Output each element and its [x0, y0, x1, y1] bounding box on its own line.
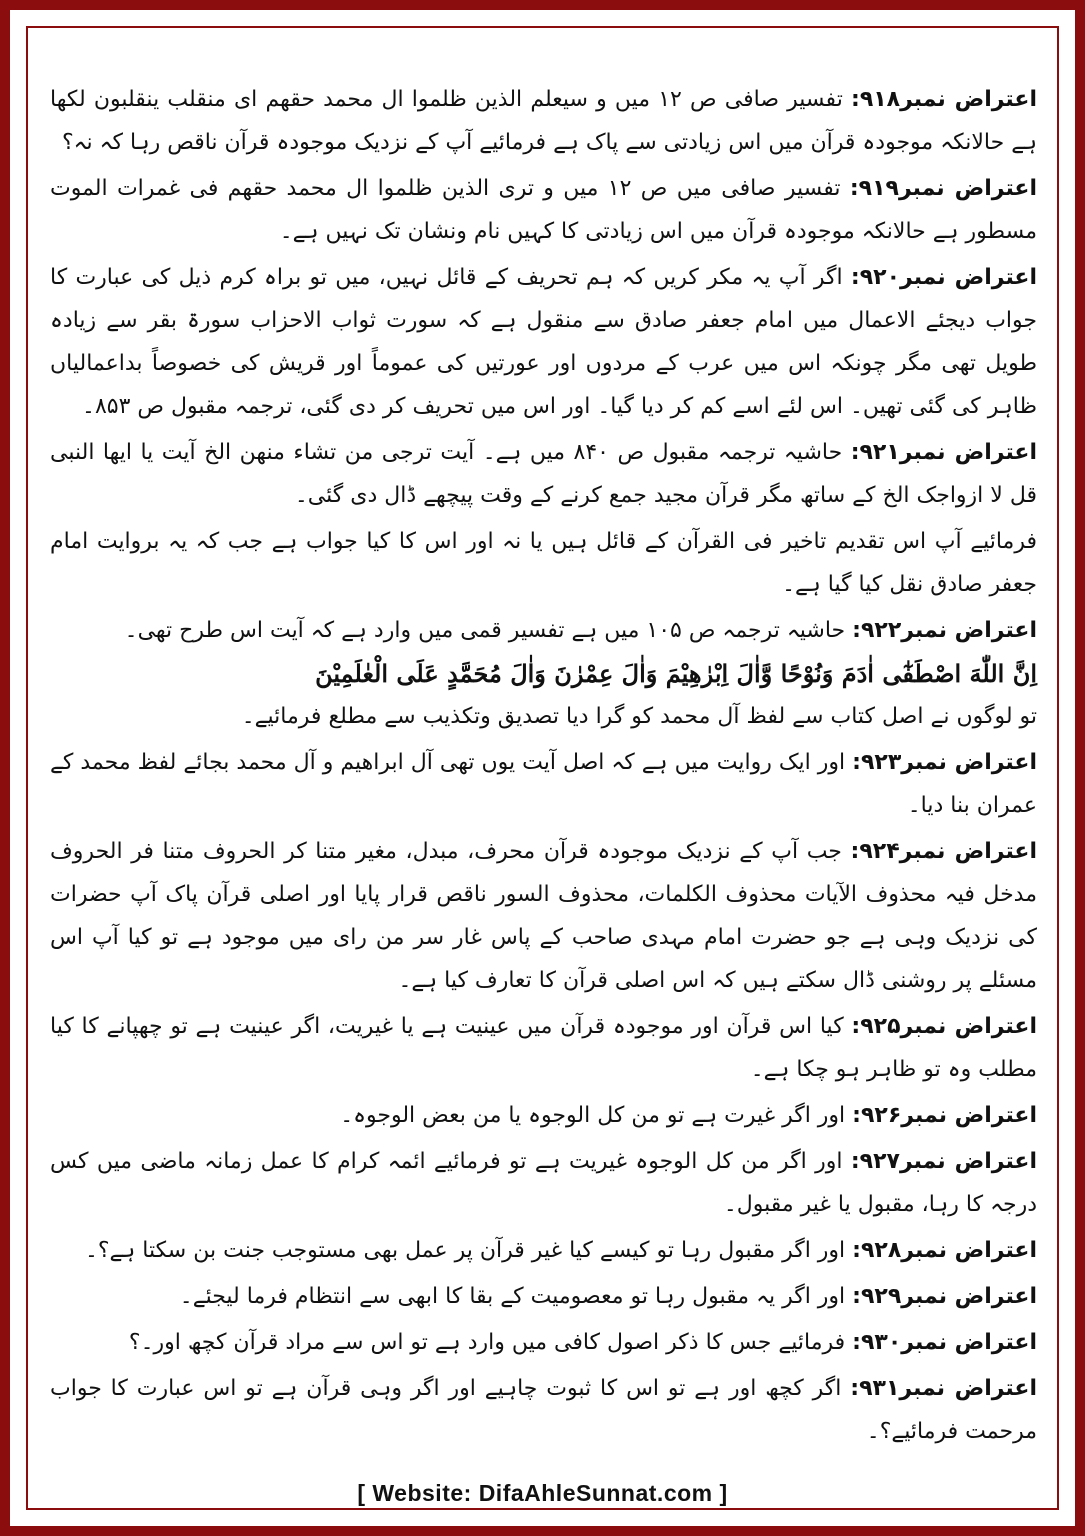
objection-928 — [50, 1229, 1037, 1272]
objection-label: اعتراض نمبر۹۲۱: — [850, 440, 1037, 465]
objection-923 — [50, 741, 1037, 827]
objection-label: اعتراض نمبر۹۲۸: — [852, 1238, 1037, 1263]
objection-text: اور اگر من کل الوجوہ غیریت ہے تو فرمائیے ائمہ کرام کا عمل زمانہ ماضی میں کس درجہ کا رہا، مقبول یا غیر مقبول۔ — [50, 1149, 1037, 1217]
quran-verse: اِنَّ اللّٰهَ اصْطَفٰٓى اٰدَمَ وَنُوْحًا وَّاٰلَ اِبْرٰهِيْمَ وَاٰلَ عِمْرٰنَ وَاٰلَ مُحَمَّدٍ عَلَى الْعٰلَمِيْنَ — [315, 659, 1037, 688]
objection-label: اعتراض نمبر۹۲۳: — [852, 750, 1037, 775]
objection-text: تفسیر صافی میں ص ۱۲ میں و تری الذین ظلموا ال محمد حقهم فی غمرات الموت مسطور ہے حالانکہ موجودہ قرآن میں اس زیادتی کا کہیں نام ونشان تک نہیں ہے۔ — [50, 176, 1037, 244]
website-footer: [ Website: DifaAhleSunnat.com ] — [357, 1480, 728, 1506]
objection-text: فرمائیے آپ اس تقدیم تاخیر فی القرآن کے قائل ہیں یا نہ اور اس کا کیا جواب ہے جب کہ یہ بروایت امام جعفر صادق نقل کیا گیا ہے۔ — [50, 529, 1037, 597]
objection-text: اگر آپ یہ مکر کریں کہ ہم تحریف کے قائل نہیں، میں تو براہ کرم ذیل کی عبارت کا جواب دیجئے الاعمال میں امام جعفر صادق سے منقول ہے کہ سورت ثواب الاحزاب سورۃ بقر سے زیادہ طویل تھی مگر چونکہ اس میں عرب کے مردوں اور عورتیں کی عموماً اور قریش کی خصوصاً بداعمالیاں ظاہر کی گئی تھیں۔ اس لئے اسے کم کر دیا گیا۔ اور اس میں تحریف کر دی گئی، ترجمہ مقبول ص ۸۵۳۔ — [50, 265, 1037, 419]
objection-label: اعتراض نمبر۹۲۵: — [851, 1014, 1037, 1039]
objection-label: اعتراض نمبر۹۲۰: — [850, 265, 1037, 290]
objection-label: اعتراض نمبر۹۲۷: — [850, 1149, 1037, 1174]
objection-label: اعتراض نمبر۹۱۸: — [851, 87, 1037, 112]
objection-926 — [50, 1094, 1037, 1137]
objection-931 — [50, 1367, 1037, 1453]
objection-922 — [50, 609, 1037, 652]
objection-920 — [50, 256, 1037, 428]
objection-label: اعتراض نمبر۹۲۲: — [852, 618, 1037, 643]
objection-921-continuation — [50, 520, 1037, 606]
objection-924 — [50, 830, 1037, 1002]
objection-text: اور اگر مقبول رہا تو کیسے کیا غیر قرآن پر عمل بھی مستوجب جنت بن سکتا ہے؟۔ — [84, 1238, 846, 1263]
objection-921 — [50, 431, 1037, 517]
objection-text: کیا اس قرآن اور موجودہ قرآن میں عینیت ہے یا غیریت، اگر عینیت ہے تو چھپانے کا کیا مطلب وہ تو ظاہر ہو چکا ہے۔ — [50, 1014, 1037, 1082]
objection-927 — [50, 1140, 1037, 1226]
objection-label: اعتراض نمبر۹۳۱: — [850, 1376, 1037, 1401]
objection-text: حاشیہ ترجمہ مقبول ص ۸۴۰ میں ہے۔ آیت ترجی من تشاء منهن الخ آیت یا ایها النبی قل لا ازواجک الخ کے ساتھ مگر قرآن مجید جمع کرنے کے وقت پیچھے ڈال دی گئی۔ — [50, 440, 1037, 508]
objection-text: حاشیہ ترجمہ ص ۱۰۵ میں ہے تفسیر قمی میں وارد ہے کہ آیت اس طرح تھی۔ — [124, 618, 846, 643]
objection-925 — [50, 1005, 1037, 1091]
objection-text: اور اگر غیرت ہے تو من کل الوجوہ یا من بعض الوجوہ۔ — [340, 1103, 846, 1128]
objection-text: اور اگر یہ مقبول رہا تو معصومیت کے بقا کا ابھی سے انتظام فرما لیجئے۔ — [179, 1284, 846, 1309]
objection-text: اور ایک روایت میں ہے کہ اصل آیت یوں تھی آل ابراهیم و آل محمد بجائے لفظ محمد کے عمران بنا دیا۔ — [50, 750, 1037, 818]
objection-label: اعتراض نمبر۹۳۰: — [852, 1330, 1037, 1355]
objection-919 — [50, 167, 1037, 253]
verse-commentary: تو لوگوں نے اصل کتاب سے لفظ آل محمد کو گرا دیا تصدیق وتکذیب سے مطلع فرمائیے۔ — [241, 704, 1037, 729]
objection-label: اعتراض نمبر۹۲۶: — [852, 1103, 1037, 1128]
objection-text: تفسیر صافی ص ۱۲ میں و سیعلم الذین ظلموا ال محمد حقهم ای منقلب ینقلبون لکھا ہے حالانکہ موجودہ قرآن میں اس زیادتی سے پاک ہے فرمائیے آپ کے نزدیک موجودہ قرآن ناقص رہا کہ نہ؟ — [50, 87, 1037, 155]
objection-930 — [50, 1321, 1037, 1364]
objection-label: اعتراض نمبر۹۲۹: — [852, 1284, 1037, 1309]
objection-label: اعتراض نمبر۹۱۹: — [849, 176, 1037, 201]
document-body — [50, 78, 1037, 1453]
objection-918 — [50, 78, 1037, 164]
objection-929 — [50, 1275, 1037, 1318]
objection-label: اعتراض نمبر۹۲۴: — [850, 839, 1037, 864]
objection-text: جب آپ کے نزدیک موجودہ قرآن محرف، مبدل، مغیر متنا کر الحروف متنا فر الحروف مدخل فیہ محذوف الآیات محذوف الکلمات، محذوف السور ناقص قرار پایا اور اصلی قرآن پاک آپ حضرات کی نزدیک وہی ہے جو حضرت امام مہدی صاحب کے پاس غار سر من رای میں موجود ہے تو کیا آپ اس مسئلے پر روشنی ڈال سکتے ہیں کہ اس اصلی قرآن کا تعارف کیا ہے۔ — [50, 839, 1037, 993]
objection-text: فرمائیے جس کا ذکر اصول کافی میں وارد ہے تو اس سے مراد قرآن کچھ اور۔؟ — [128, 1330, 846, 1355]
objection-text: اگر کچھ اور ہے تو اس کا ثبوت چاہیے اور اگر وہی قرآن ہے تو اس عبارت کا جواب مرحمت فرمائیے؟۔ — [50, 1376, 1037, 1444]
